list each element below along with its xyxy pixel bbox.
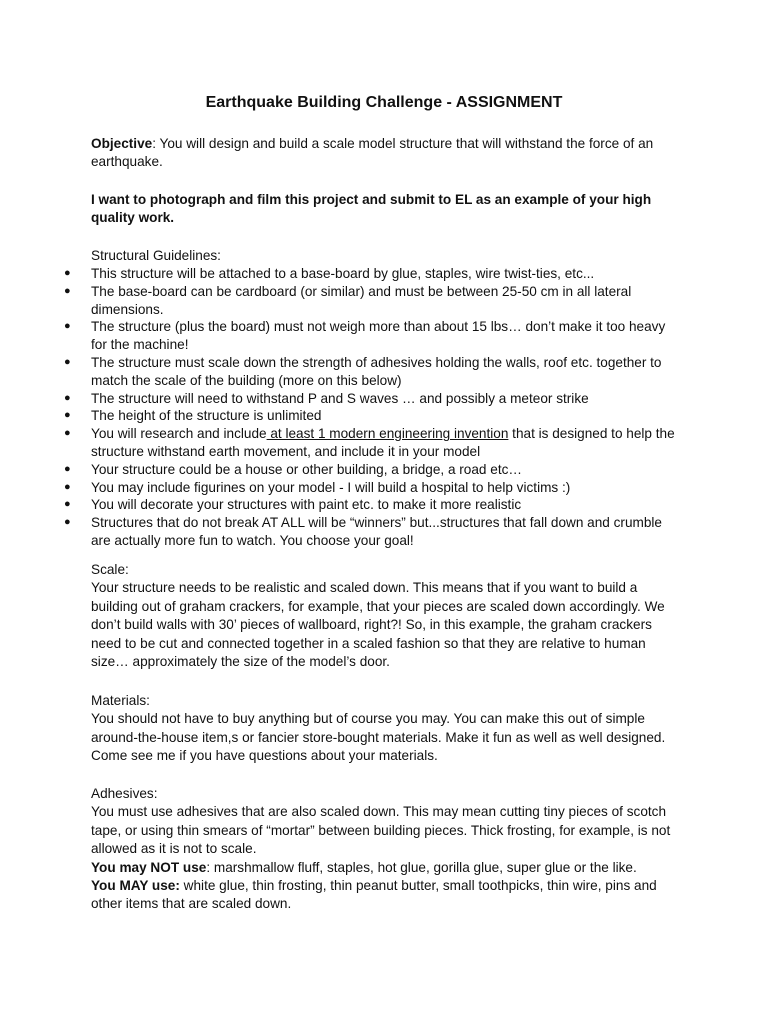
- list-item: ● You will research and include at least 1 modern engineering invention that is designed to help the structure withstand earth movement, and include it in your model: [64, 426, 675, 459]
- bullet-icon: ●: [64, 355, 71, 368]
- bullet-icon: ●: [64, 498, 71, 511]
- bullet-icon: ●: [64, 267, 71, 279]
- materials-section: [91, 692, 681, 766]
- bullet-icon: ●: [64, 391, 71, 404]
- adhesives-heading: Adhesives:: [91, 786, 158, 801]
- scale-text: Your structure needs to be realistic and scaled down. This means that if you want to build a building out of graham crackers, for example, that your pieces are scaled down accordingly. We don’t build walls with 30’ pieces of wallboard, right?! So, in this example, the graham crackers need to be cut and connected together in a scaled fashion so that they are relative to human size… approximately the size of the model’s door.: [91, 580, 665, 670]
- list-item: ● You will decorate your structures with paint etc. to make it more realistic: [64, 497, 522, 513]
- bullet-icon: ●: [64, 480, 71, 493]
- list-item: ● The structure must scale down the strength of adhesives holding the walls, roof etc. together to match the scale of the building (more on this below): [64, 354, 662, 388]
- may-use-line: You MAY use: white glue, thin frosting, thin peanut butter, small toothpicks, thin wire, pins and other items that are scaled down.: [91, 878, 657, 912]
- adhesives-text: You must use adhesives that are also scaled down. This may mean cutting tiny pieces of scotch tape, or using thin smears of “mortar” between building pieces. Thick frosting, for example, is not allowed as it is not to scale.: [91, 804, 671, 857]
- invention-link[interactable]: at least 1 modern engineering invention: [266, 426, 509, 442]
- guidelines-list: [0, 265, 700, 550]
- objective-text: : You will design and build a scale model structure that will withstand the force of an earthquake.: [91, 136, 654, 170]
- bullet-icon: ●: [64, 320, 71, 333]
- document-title: Earthquake Building Challenge - ASSIGNMENT: [205, 94, 563, 111]
- materials-heading: Materials:: [91, 693, 150, 708]
- bullet-icon: ●: [64, 516, 71, 529]
- list-item: ● The structure (plus the board) must not weigh more than about 15 lbs… don’t make it too heavy for the machine!: [64, 319, 666, 353]
- materials-text: You should not have to buy anything but of course you may. You can make this out of simple around-the-house item,s or fancier store-bought materials. Make it fun as well as well designed. Come see me if you have questions about your materials.: [91, 711, 666, 764]
- bullet-icon: ●: [64, 462, 71, 475]
- scale-section: [91, 561, 681, 671]
- bullet-icon: ●: [64, 427, 71, 440]
- adhesives-section: [91, 785, 681, 914]
- objective-paragraph: [91, 135, 681, 172]
- scale-heading: Scale:: [91, 562, 129, 577]
- bullet-icon: ●: [64, 284, 71, 297]
- may-use-label: You MAY use:: [91, 878, 180, 894]
- not-use-line: You may NOT use: marshmallow fluff, staples, hot glue, gorilla glue, super glue or the like.: [91, 859, 637, 875]
- list-item: ● The height of the structure is unlimited: [64, 408, 322, 424]
- bullet-icon: ●: [64, 409, 71, 422]
- list-item: ● You may include figurines on your model - I will build a hospital to help victims :): [64, 479, 571, 495]
- photo-note: I want to photograph and film this project and submit to EL as an example of your high quality work.: [91, 192, 652, 226]
- list-item: ● The base-board can be cardboard (or similar) and must be between 25-50 cm in all lateral dimensions.: [64, 283, 632, 317]
- list-item: ● Your structure could be a house or other building, a bridge, a road etc…: [64, 461, 522, 477]
- list-item: ● This structure will be attached to a base-board by glue, staples, wire twist-ties, etc...: [64, 266, 595, 281]
- guidelines-heading: Structural Guidelines:: [91, 248, 221, 263]
- list-item: ● The structure will need to withstand P and S waves … and possibly a meteor strike: [64, 390, 589, 406]
- not-use-label: You may NOT use: [91, 859, 207, 875]
- list-item: ● Structures that do not break AT ALL will be “winners” but...structures that fall down and crumble are actually more fun to watch. You choose your goal!: [64, 515, 662, 548]
- objective-label: Objective: [91, 136, 153, 151]
